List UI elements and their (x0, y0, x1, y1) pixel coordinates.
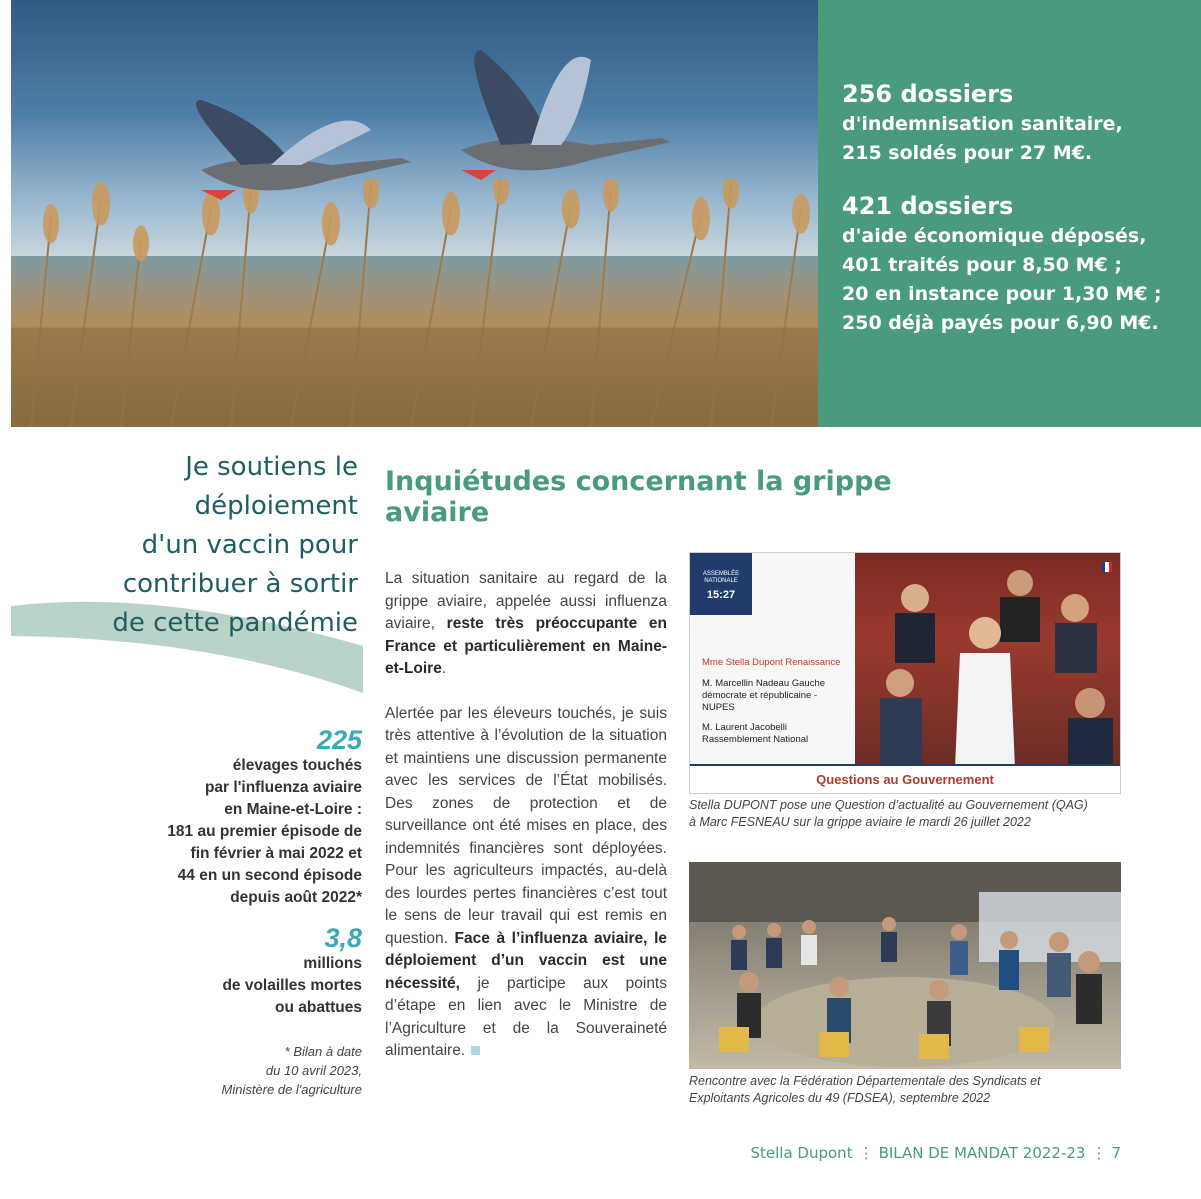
stat2-line: d'aide économique déposés, (842, 225, 1147, 247)
note-line: * Bilan à date (284, 1044, 362, 1059)
footer-title: BILAN DE MANDAT 2022-23 (878, 1144, 1086, 1162)
note-line: Ministère de l'agriculture (221, 1082, 362, 1097)
stat1-line: d'indemnisation sanitaire, (842, 113, 1123, 135)
deputy-name: M. Laurent Jacobelli Rassemblement National (702, 722, 809, 745)
stat1-line: 215 soldés pour 27 M€. (842, 142, 1093, 164)
stat2-line: 250 déjà payés pour 6,90 M€. (842, 312, 1159, 334)
speaker-list (702, 657, 852, 754)
text-run-bold: reste très préoccupante en France et particulièrement en Maine-et-Loire (385, 615, 667, 677)
quote-line: déploiement (194, 491, 358, 521)
footer-separator: ⋮ (858, 1144, 873, 1162)
figure-line: 181 au premier épisode de (167, 823, 362, 840)
text-run-bold: Face à l’influenza aviaire, le déploiement d’un vaccin est une nécessité, (385, 929, 667, 992)
footer-author: Stella Dupont (750, 1144, 853, 1162)
figure-line: par l'influenza aviaire (204, 779, 362, 796)
figure-line: millions (303, 955, 362, 972)
caption-line: Exploitants Agricoles du 49 (FDSEA), septembre 2022 (689, 1091, 991, 1105)
note-line: du 10 avril 2023, (265, 1063, 362, 1078)
stat-indemnisation (842, 78, 1201, 168)
assembly-figures (855, 553, 1121, 768)
quote-line: contribuer à sortir (122, 569, 358, 599)
end-mark-icon (471, 1046, 480, 1055)
stats-panel (818, 0, 1201, 427)
figure-line: depuis août 2022* (230, 889, 362, 906)
text-run: La situation sanitaire au regard de la grippe aviaire, appelée aussi influenza aviaire, (385, 570, 667, 632)
assembly-screenshot (689, 552, 1121, 794)
figure-line: de volailles mortes (222, 977, 362, 994)
photo1-caption (689, 797, 1129, 831)
figure-line: ou abattues (275, 999, 362, 1016)
meeting-photo (689, 862, 1121, 1069)
stat2-line: 401 traités pour 8,50 M€ ; (842, 254, 1122, 276)
figure-number: 225 (316, 725, 362, 755)
figure-line: 44 en un second épisode (177, 867, 362, 884)
hero-photo (11, 0, 818, 427)
paragraph (385, 703, 667, 1063)
broadcast-time: 15:27 (706, 589, 736, 601)
article-headline: Inquiétudes concernant la grippe aviaire (385, 466, 892, 528)
figure-number: 3,8 (324, 923, 362, 953)
text-run: Alertée par les éleveurs touchés, je suis très attentive à l’évolution de la situation et maintiens une discussion permanente avec les services de l’État mobilisés. Des zones de protection et de surveillance ont été mises en place, des indemnités financières sont déployées. Pour les agriculteurs impactés, au-delà des lourdes pertes financières c’est tout le sens de leur travail qui est remis en question. (385, 704, 667, 947)
stat2-headline: 421 dossiers (842, 192, 1014, 220)
figure-line: fin février à mai 2022 et (190, 845, 362, 862)
quote-line: Je soutiens le (185, 452, 358, 482)
quote-line: de cette pandémie (112, 608, 358, 638)
assembly-scene (855, 553, 1121, 768)
figure-volailles (222, 923, 362, 1019)
speaker-name: Mme Stella Dupont Renaissance (702, 657, 841, 668)
stat2-line: 20 en instance pour 1,30 M€ ; (842, 283, 1162, 305)
article-body (385, 568, 667, 1085)
figure-elevages (167, 725, 362, 909)
stat1-headline: 256 dossiers (842, 80, 1014, 108)
french-flag-icon (1102, 559, 1112, 569)
photo2-caption (689, 1073, 1129, 1107)
caption-line: Stella DUPONT pose une Question d’actualité au Gouvernement (QAG) (689, 798, 1088, 812)
pull-quote (20, 448, 358, 643)
quote-line: d'un vaccin pour (141, 530, 358, 560)
text-run: je participe aux points d’étape en lien avec le Ministre de l’Agriculture et de la Souveraineté alimentaire. (385, 974, 667, 1059)
broadcast-banner: Questions au Gouvernement (690, 764, 1120, 793)
page-footer (751, 1144, 1122, 1162)
figure-line: élevages touchés (232, 757, 362, 774)
deputy-name: M. Marcellin Nadeau Gauche démocrate et républicaine - NUPES (702, 678, 826, 713)
geese-illustration (181, 40, 681, 230)
page-number: 7 (1111, 1144, 1121, 1162)
meeting-scene (689, 862, 1121, 1069)
broadcast-sidebar (690, 553, 855, 793)
caption-line: Rencontre avec la Fédération Départementale des Syndicats et (689, 1074, 1041, 1088)
figure-line: en Maine-et-Loire : (224, 801, 362, 818)
assembly-logo (690, 553, 752, 615)
footer-separator: ⋮ (1091, 1144, 1106, 1162)
text-run: . (441, 660, 447, 677)
caption-line: à Marc FESNEAU sur la grippe aviaire le mardi 26 juillet 2022 (689, 815, 1031, 829)
paragraph (385, 568, 667, 681)
stat-aide-economique (842, 190, 1201, 338)
logo-text: ASSEMBLÉE NATIONALE (702, 571, 740, 584)
source-note (162, 1042, 362, 1099)
